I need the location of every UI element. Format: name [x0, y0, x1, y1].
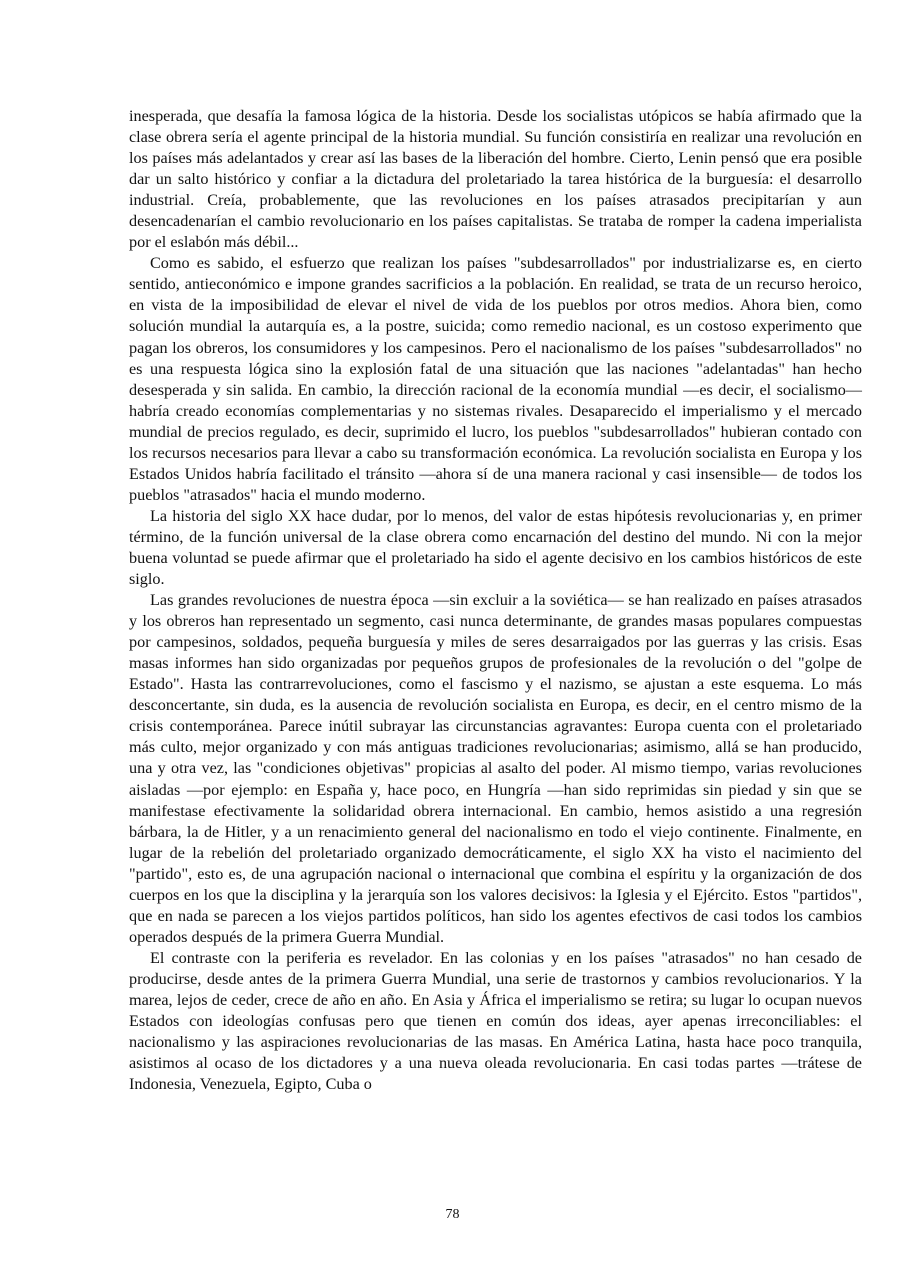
- paragraph-3: La historia del siglo XX hace dudar, por lo menos, del valor de estas hipótesis revolucionarias y, en primer término, de la función universal de la clase obrera como encarnación del destino del mundo. Ni con la mejor buena voluntad se puede afirmar que el proletariado ha sido el agente decisivo en los cambios históricos de este siglo.: [129, 506, 862, 589]
- paragraph-2: Como es sabido, el esfuerzo que realizan los países "subdesarrollados" por industrializarse es, en cierto sentido, antieconómico e impone grandes sacrificios a la población. En realidad, se trata de un recurso heroico, en vista de la imposibilidad de elevar el nivel de vida de los pueblos por otros medios. Ahora bien, como solución mundial la autarquía es, a la postre, suicida; como remedio nacional, es un costoso experimento que pagan los obreros, los consumidores y los campesinos. Pero el nacionalismo de los países "subdesarrollados" no es una respuesta lógica sino la explosión fatal de una situación que las naciones "adelantadas" han hecho desesperada y sin salida. En cambio, la dirección racional de la economía mundial —es decir, el socialismo— habría creado economías complementarias y no sistemas rivales. Desaparecido el imperialismo y el mercado mundial de precios regulado, es decir, suprimido el lucro, los pueblos "subdesarrollados" hubieran contado con los recursos necesarios para llevar a cabo su transformación económica. La revolución socialista en Europa y los Estados Unidos habría facilitado el tránsito —ahora sí de una manera racional y casi insensible— de todos los pueblos "atrasados" hacia el mundo moderno.: [129, 254, 862, 504]
- page-number: 78: [445, 1207, 460, 1222]
- paragraph-5: El contraste con la periferia es revelador. En las colonias y en los países "atrasados" no han cesado de producirse, desde antes de la primera Guerra Mundial, una serie de trastornos y cambios revolucionarios. Y la marea, lejos de ceder, crece de año en año. En Asia y África el imperialismo se retira; su lugar lo ocupan nuevos Estados con ideologías confusas pero que tienen en común dos ideas, ayer apenas irreconciliables: el nacionalismo y las aspiraciones revolucionarias de las masas. En América Latina, hasta hace poco tranquila, asistimos al ocaso de los dictadores y a una nueva oleada revolucionaria. En casi todas partes —trátese de Indonesia, Venezuela, Egipto, Cuba o: [129, 948, 862, 1094]
- paragraph-4: Las grandes revoluciones de nuestra época —sin excluir a la soviética— se han realizado en países atrasados y los obreros han representado un segmento, casi nunca determinante, de grandes masas populares compuestas por campesinos, soldados, pequeña burguesía y miles de seres desarraigados por las guerras y las crisis. Esas masas informes han sido organizadas por pequeños grupos de profesionales de la revolución o del "golpe de Estado". Hasta las contrarrevoluciones, como el fascismo y el nazismo, se ajustan a este esquema. Lo más desconcertante, sin duda, es la ausencia de revolución socialista en Europa, es decir, en el centro mismo de la crisis contemporánea. Parece inútil subrayar las circunstancias agravantes: Europa cuenta con el proletariado más culto, mejor organizado y con más antiguas tradiciones revolucionarias; asimismo, allá se han producido, una y otra vez, las "condiciones objetivas" propicias al asalto del poder. Al mismo tiempo, varias revoluciones aisladas —por ejemplo: en España y, hace poco, en Hungría —han sido reprimidas sin piedad y sin que se manifestase efectivamente la solidaridad obrera internacional. En cambio, hemos asistido a una regresión bárbara, la de Hitler, y a un renacimiento general del nacionalismo en todo el viejo continente. Finalmente, en lugar de la rebelión del proletariado organizado democráticamente, el siglo XX ha visto el nacimiento del "partido", esto es, de una agrupación nacional o internacional que combina el espíritu y la organización de dos cuerpos en los que la disciplina y la jerarquía son los valores decisivos: la Iglesia y el Ejército. Estos "partidos", que en nada se parecen a los viejos partidos políticos, han sido los agentes efectivos de casi todos los cambios operados después de la primera Guerra Mundial.: [129, 591, 862, 946]
- body-text: [129, 106, 862, 1095]
- paragraph-1: inesperada, que desafía la famosa lógica de la historia. Desde los socialistas utópicos se había afirmado que la clase obrera sería el agente principal de la historia mundial. Su función consistiría en realizar una revolución en los países más adelantados y crear así las bases de la liberación del hombre. Cierto, Lenin pensó que era posible dar un salto histórico y confiar a la dictadura del proletariado la tarea histórica de la burguesía: el desarrollo industrial. Creía, probablemente, que las revoluciones en los países atrasados precipitarían y aun desencadenarían el cambio revolucionario en los países capitalistas. Se trataba de romper la cadena imperialista por el eslabón más débil...: [129, 107, 862, 252]
